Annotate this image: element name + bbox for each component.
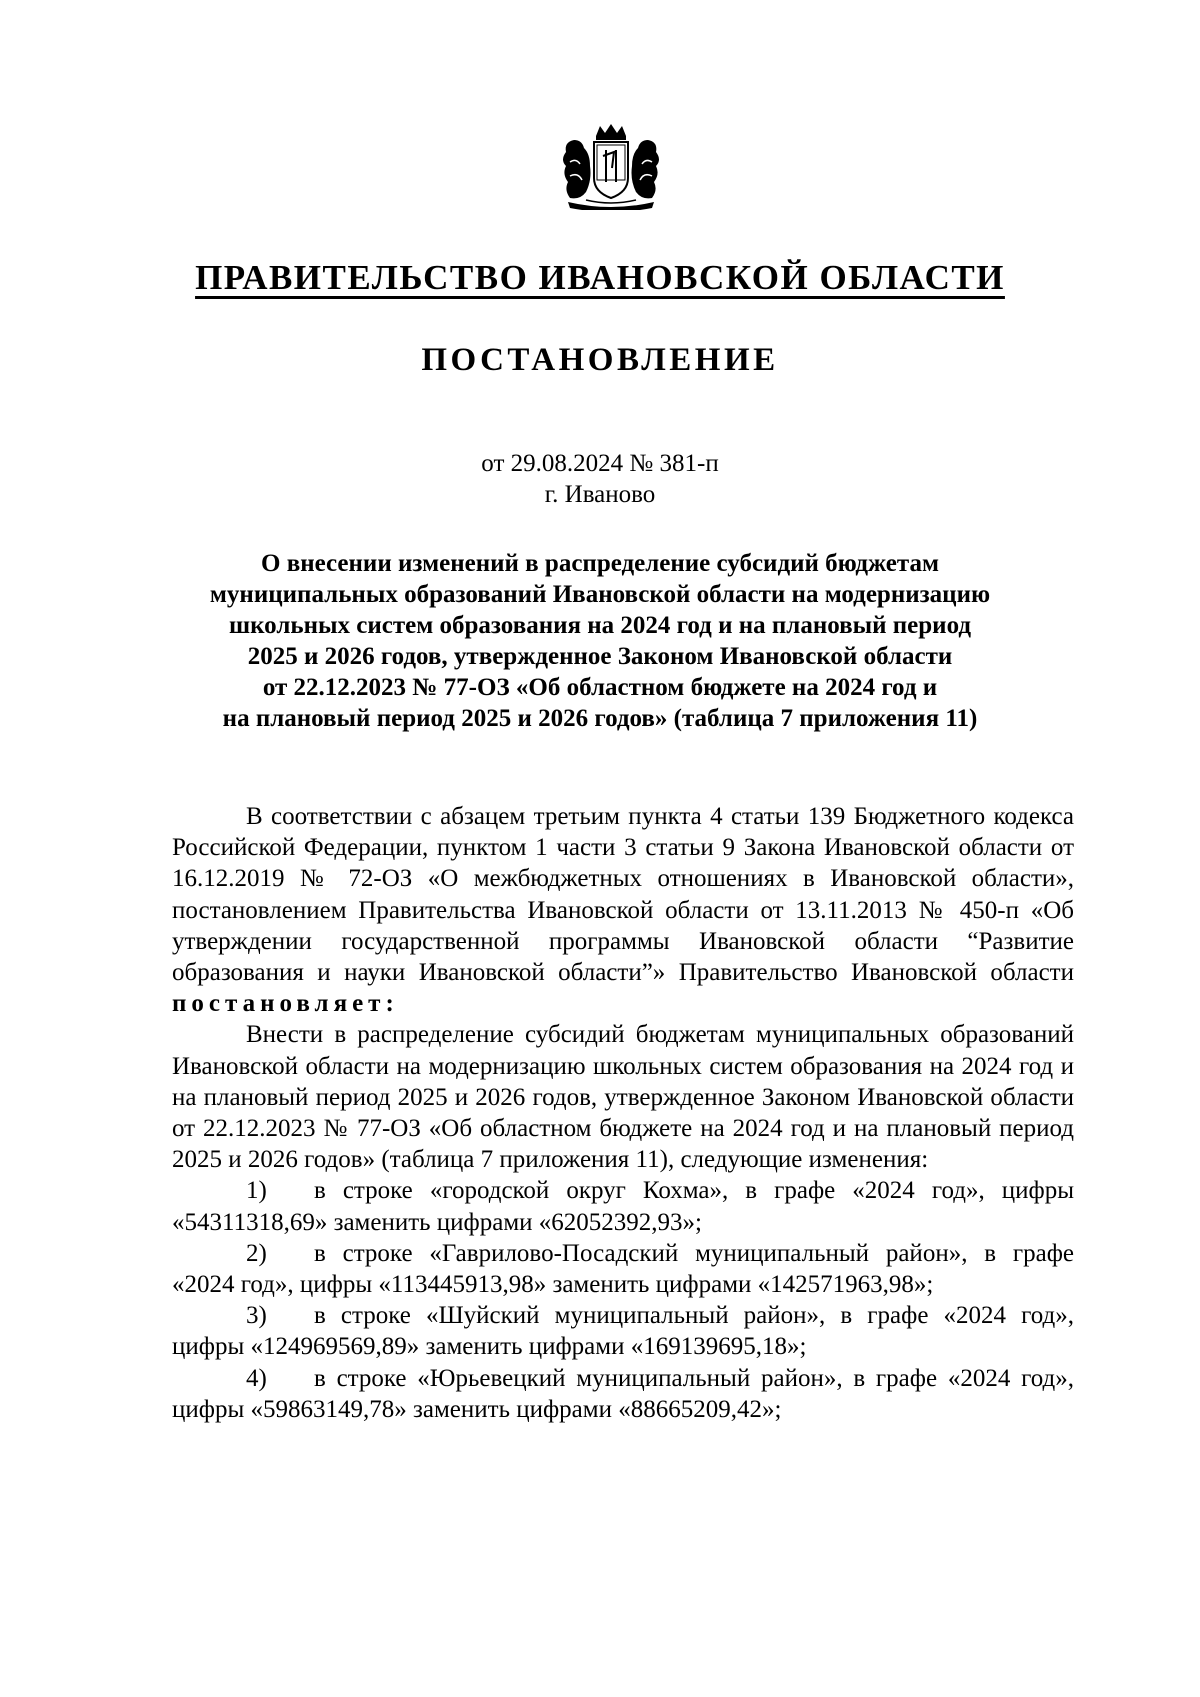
resolution-keyword: постановляет:	[172, 990, 399, 1018]
title-line: муниципальных образований Ивановской области на модернизацию	[209, 581, 991, 608]
list-item	[172, 1238, 1074, 1300]
document-title	[150, 548, 1050, 734]
intro-paragraph: Внести в распределение субсидий бюджетам муниципальных образований Ивановской области на модернизацию школьных систем образования на 2024 год и на плановый период 2025 и 2026 годов, утвержденное Законом Ивановской области от 22.12.2023 № 77-ОЗ «Об областном бюджете на 2024 год и на плановый период 2025 и 2026 годов» (таблица 7 приложения 11), следующие изменения:	[172, 1021, 1074, 1174]
title-line: школьных систем образования на 2024 год и на плановый период	[228, 612, 972, 639]
preamble-text: В соответствии с абзацем третьим пункта 4 статьи 139 Бюджетного кодекса Российской Федерации, пунктом 1 части 3 статьи 9 Закона Ивановской области от 16.12.2019 № 72-ОЗ «О межбюджетных отношениях в Ивановской области», постановлением Правительства Ивановской области от 13.11.2013 № 450-п «Об утверждении государственной программы Ивановской области “Развитие образования и науки Ивановской области”» Правительство Ивановской области	[172, 803, 1074, 987]
document-date-number: от 29.08.2024 № 381-п	[481, 450, 719, 477]
title-line: 2025 и 2026 годов, утвержденное Законом Ивановской области	[247, 643, 953, 670]
list-item	[172, 1363, 1074, 1425]
list-item	[172, 1300, 1074, 1362]
list-item-text: в строке «Шуйский муниципальный район», в графе «2024 год», цифры «124969569,89» заменить цифрами «169139695,18»;	[172, 1302, 1074, 1361]
ivanovo-coat-of-arms-icon	[556, 122, 666, 210]
document-type: ПОСТАНОВЛЕНИЕ	[421, 342, 779, 378]
list-item-text: в строке «городской округ Кохма», в графе «2024 год», цифры «54311318,69» заменить цифрами «62052392,93»;	[172, 1177, 1074, 1236]
document-city: г. Иваново	[544, 481, 656, 508]
title-line: на плановый период 2025 и 2026 годов» (таблица 7 приложения 11)	[222, 705, 978, 732]
list-item	[172, 1175, 1074, 1237]
organization-title: ПРАВИТЕЛЬСТВО ИВАНОВСКОЙ ОБЛАСТИ	[195, 258, 1005, 297]
list-item-number: 2)	[246, 1239, 267, 1267]
title-line: О внесении изменений в распределение субсидий бюджетам	[261, 550, 939, 577]
preamble-paragraph	[172, 801, 1074, 1019]
list-item-text: в строке «Гаврилово-Посадский муниципальный район», в графе «2024 год», цифры «113445913,98» заменить цифрами «142571963,98»;	[172, 1239, 1074, 1299]
list-item-number: 3)	[246, 1302, 267, 1330]
title-line: от 22.12.2023 № 77-ОЗ «Об областном бюджете на 2024 год и	[262, 674, 938, 701]
list-item-text: в строке «Юрьевецкий муниципальный район», в графе «2024 год», цифры «59863149,78» заменить цифрами «88665209,42»;	[172, 1364, 1074, 1423]
document-body	[172, 801, 1074, 1425]
list-item-number: 4)	[246, 1364, 267, 1392]
list-item-number: 1)	[246, 1177, 267, 1205]
